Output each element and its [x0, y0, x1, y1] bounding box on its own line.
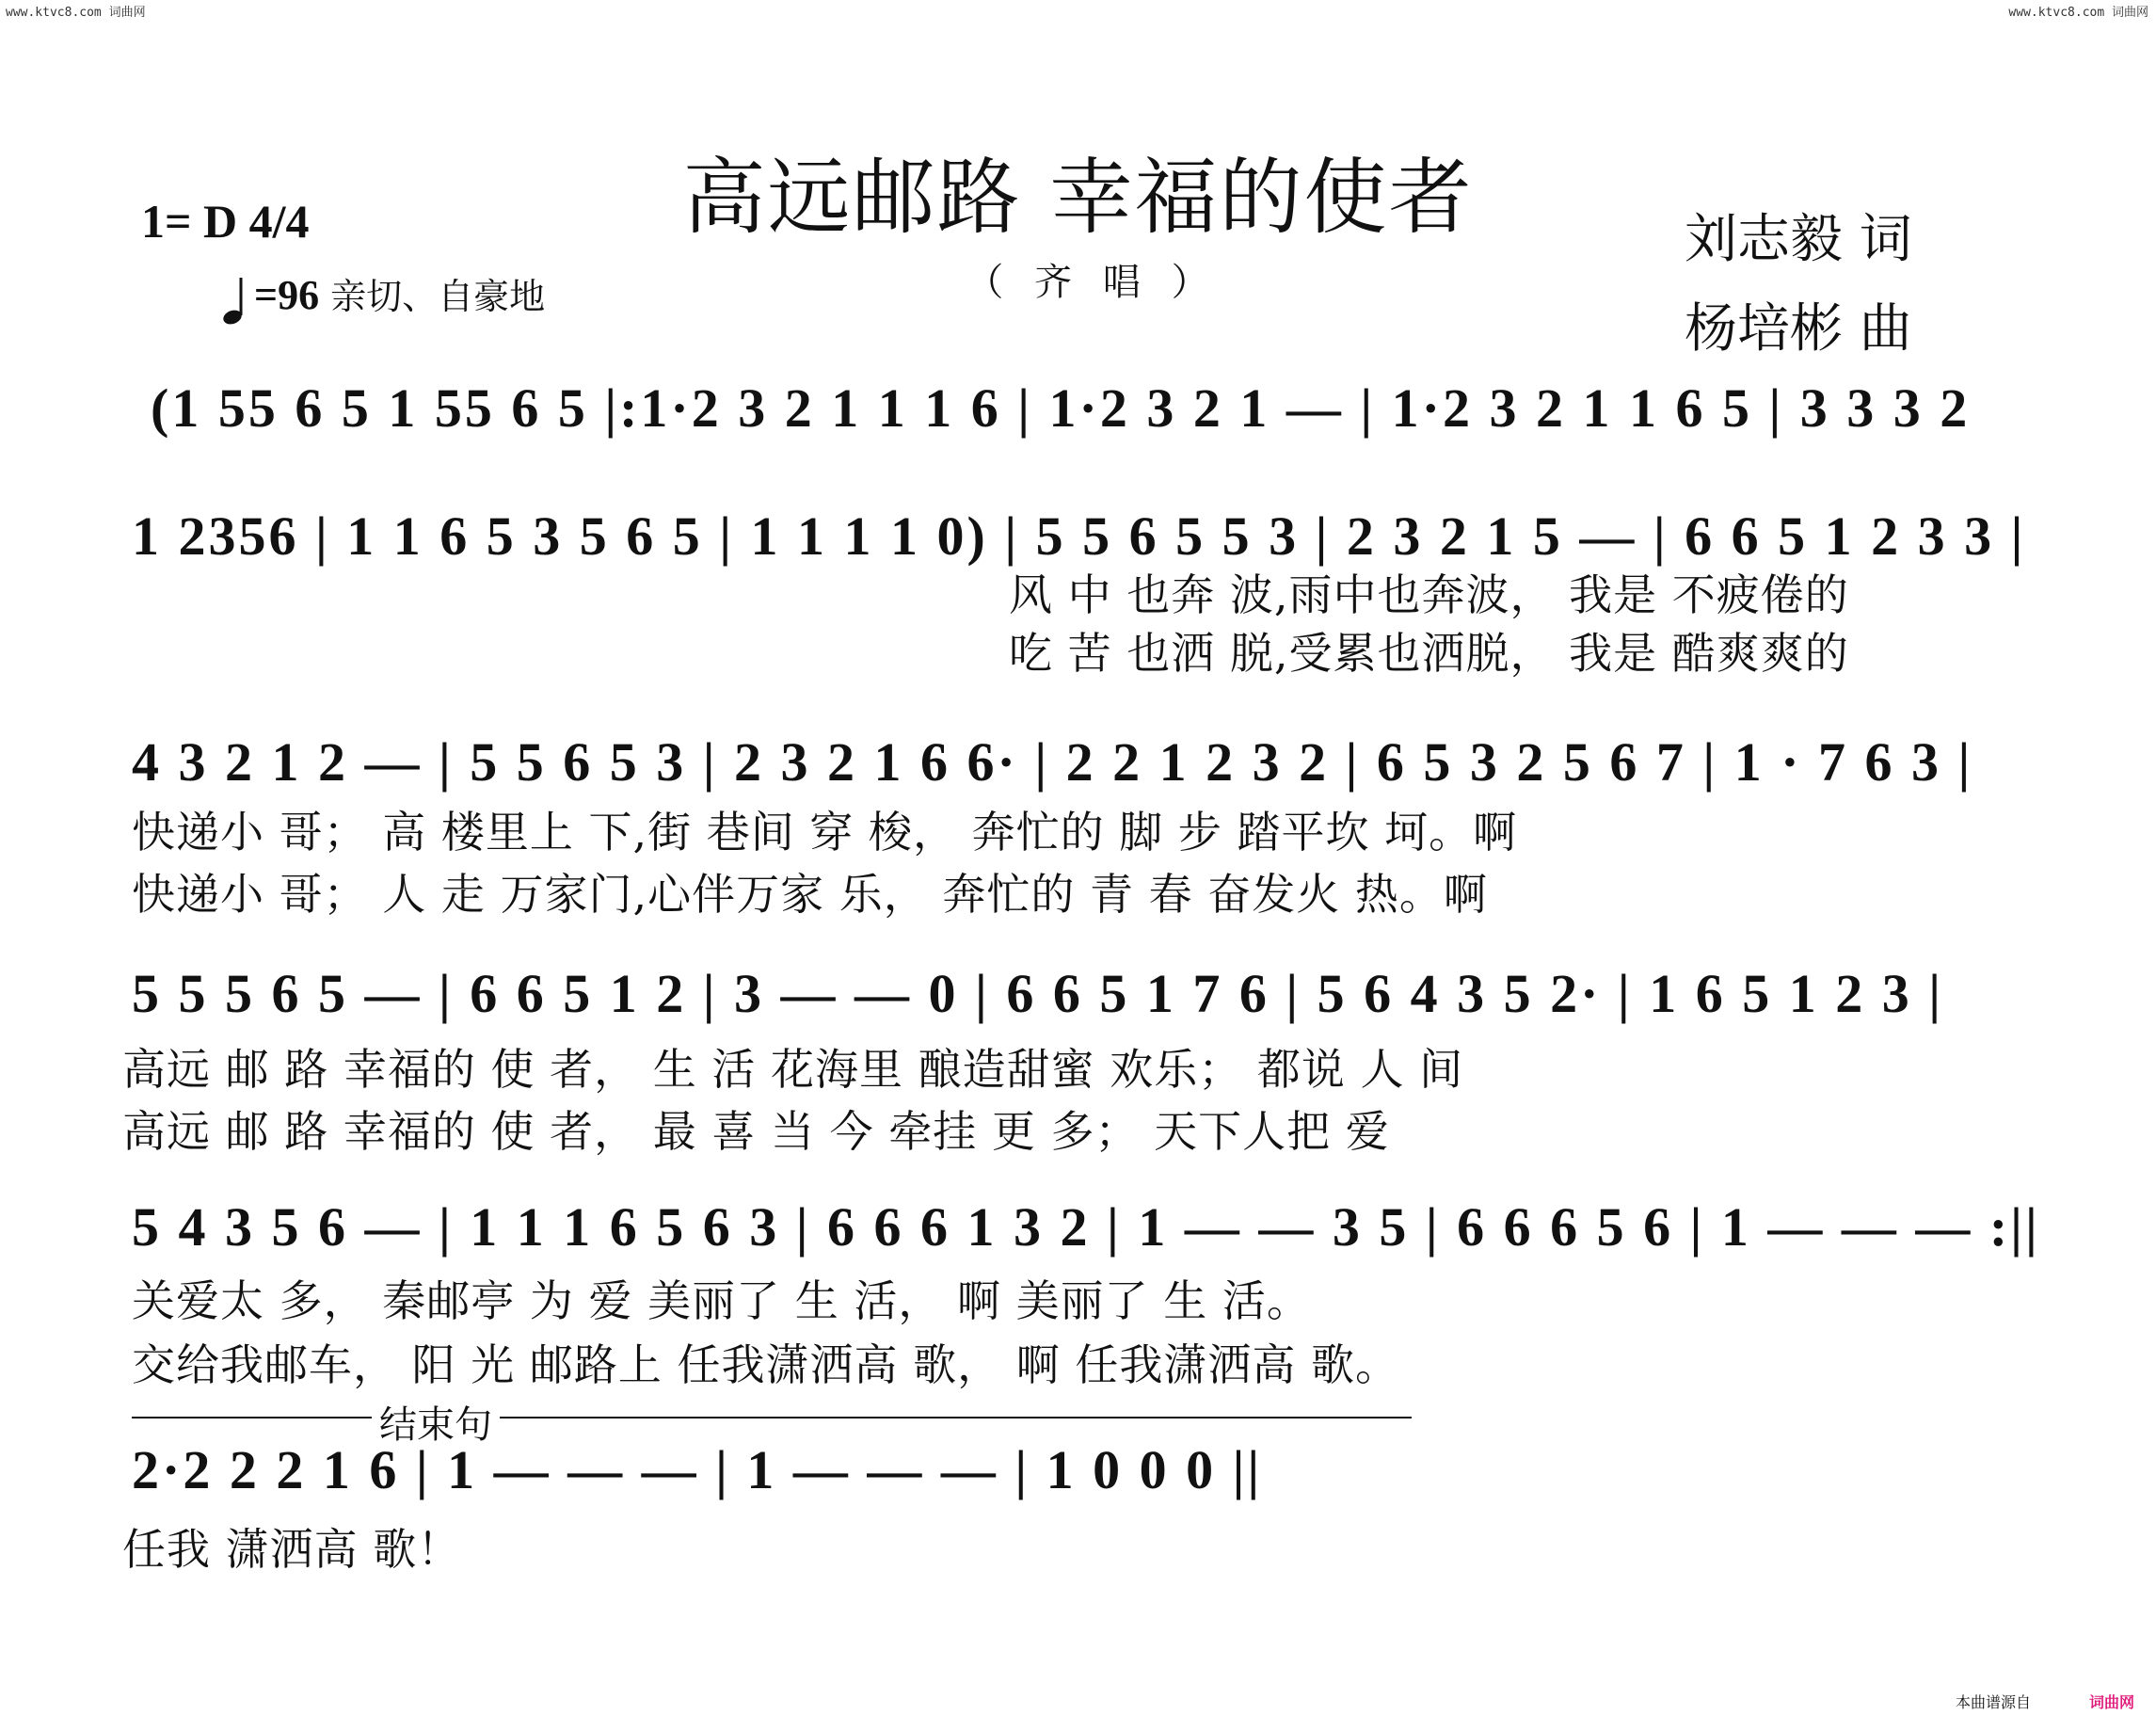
key-signature: 1= D 4/4: [141, 195, 310, 248]
coda-bracket-line: [132, 1417, 1412, 1418]
lyrics-line-4-verse-1: 高远 邮 路 幸福的 使 者， 生 活 花海里 酿造甜蜜 欢乐； 都说 人 间: [122, 1044, 1464, 1095]
lyrics-line-2-verse-1: 风 中 也奔 波,雨中也奔波， 我是 不疲倦的: [1009, 569, 1849, 620]
score-line-1: (1 55 6 5 1 55 6 5 |:1·2 3 2 1 1 1 6 | 1·2 3 2 1 — | 1·2 3 2 1 1 6 5 | 3 3 3 2: [151, 377, 1971, 439]
lyrics-line-4-verse-2: 高远 邮 路 幸福的 使 者， 最 喜 当 今 牵挂 更 多； 天下人把 爱: [122, 1106, 1390, 1157]
lyrics-line-5-verse-1: 关爱太 多， 秦邮亭 为 爱 美丽了 生 活， 啊 美丽了 生 活。: [132, 1275, 1311, 1326]
subtitle: （ 齐 唱 ）: [966, 261, 1219, 304]
watermark-left: www.ktvc8.com 词曲网: [6, 6, 146, 20]
lyrics-line-3-verse-2: 快递小 哥； 人 走 万家门,心伴万家 乐， 奔忙的 青 春 奋发火 热。啊: [132, 869, 1488, 920]
page-title: 高远邮路 幸福的使者: [682, 149, 1474, 246]
lyricist: 刘志毅 词: [1685, 209, 1912, 270]
tempo-expression: 亲切、自豪地: [330, 276, 546, 317]
composer: 杨培彬 曲: [1685, 298, 1912, 360]
coda-label: 结束句: [372, 1395, 500, 1449]
score-line-3: 4 3 2 1 2 — | 5 5 6 5 3 | 2 3 2 1 6 6· | 2 2 1 2 3 2 | 6 5 3 2 5 6 7 | 1 · 7 6 3 |: [132, 731, 1973, 793]
footer-site-logo[interactable]: 词曲网: [2089, 1693, 2135, 1711]
score-line-4: 5 5 5 6 5 — | 6 6 5 1 2 | 3 — — 0 | 6 6 5 1 7 6 | 5 6 4 3 5 2· | 1 6 5 1 2 3 |: [132, 963, 1943, 1024]
lyrics-line-6: 任我 潇洒高 歌！: [122, 1524, 462, 1575]
lyrics-line-3-verse-1: 快递小 哥； 高 楼里上 下,街 巷间 穿 梭， 奔忙的 脚 步 踏平坎 坷。啊: [132, 807, 1518, 858]
watermark-right: www.ktvc8.com 词曲网: [2008, 6, 2148, 20]
score-line-6: 2·2 2 2 1 6 | 1 — — — | 1 — — — | 1 0 0 0 ||: [132, 1439, 1263, 1500]
lyrics-line-2-verse-2: 吃 苦 也洒 脱,受累也洒脱， 我是 酷爽爽的: [1009, 628, 1849, 679]
score-line-2: 1 2356 | 1 1 6 5 3 5 6 5 | 1 1 1 1 0) | 5 5 6 5 5 3 | 2 3 2 1 5 — | 6 6 5 1 2 3 3 |: [132, 505, 2026, 567]
tempo-value: =96: [254, 272, 320, 318]
lyrics-line-5-verse-2: 交给我邮车， 阳 光 邮路上 任我潇洒高 歌， 啊 任我潇洒高 歌。: [132, 1339, 1399, 1390]
score-line-5: 5 4 3 5 6 — | 1 1 1 6 5 6 3 | 6 6 6 1 3 2 | 1 — — 3 5 | 6 6 6 5 6 | 1 — — — :||: [132, 1196, 2040, 1258]
footer-credit: 本曲谱源自: [1956, 1693, 2032, 1711]
